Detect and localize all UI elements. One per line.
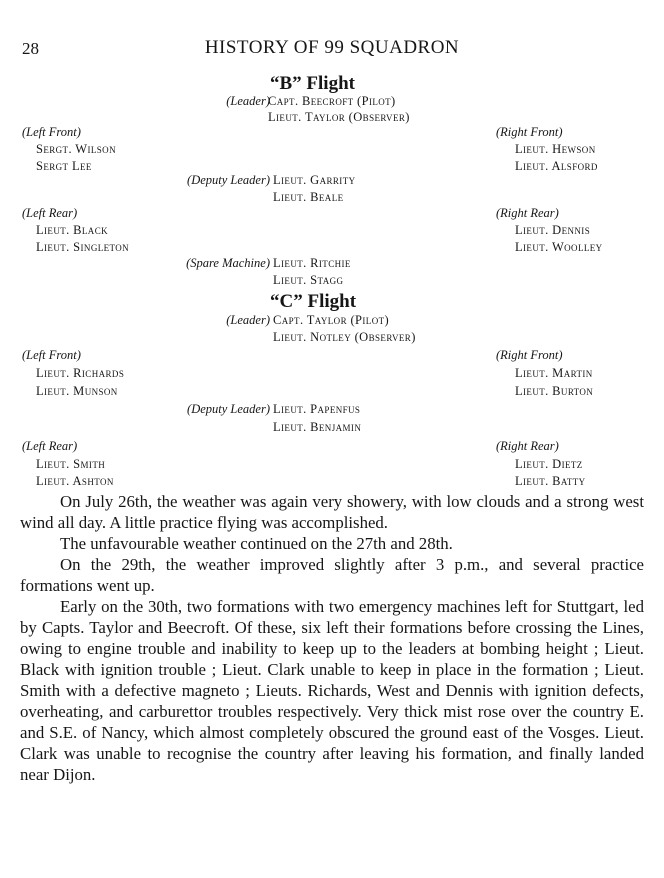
c-left-front-2: Lieut. Munson	[36, 384, 118, 398]
paragraph-30th: Early on the 30th, two formations with two emergency machines left for Stuttgart, led by Capts. Taylor and Beecroft. Of these, six left their formations before crossing the Lines, owing to engine trouble and inability to keep up to the leaders at bombing height ; Lieut. Black with ignition trouble ; Lieut. Clark unable to keep in place in the formation ; Lieut. Smith with a defective magneto ; Lieuts. Richards, West and Dennis with ignition defects, overheating, and carburettor troubles respectively. Very thick mist rose over the country E. and S.E. of Nancy, which almost completely obscured the ground east of the Vosges. Lieut. Clark was unable to recognise the country after leaving his formation, and finally landed near Dijon.	[20, 597, 644, 784]
c-right-rear-1: Lieut. Dietz	[515, 457, 583, 471]
c-deputy-role: (Deputy Leader)	[187, 402, 270, 416]
c-left-rear-2: Lieut. Ashton	[36, 474, 114, 488]
b-left-rear-label: (Left Rear)	[22, 206, 78, 220]
paragraph-27th-28th: The unfavourable weather continued on the 27th and 28th.	[60, 534, 453, 553]
c-deputy-2: Lieut. Benjamin	[273, 420, 362, 434]
b-left-front-label: (Left Front)	[22, 125, 81, 139]
b-left-front-2: Sergt Lee	[36, 159, 92, 173]
paragraph-july-26: On July 26th, the weather was again very showery, with low clouds and a strong west wind all day. A little practice flying was accomplished.	[20, 492, 644, 532]
paragraph-29th: On the 29th, the weather improved slightly after 3 p.m., and several practice formations went up.	[20, 555, 644, 595]
c-flight-title: “C” Flight	[270, 291, 357, 312]
b-spare-role: (Spare Machine)	[186, 256, 270, 270]
c-right-front-label: (Right Front)	[496, 348, 563, 362]
body-text	[20, 491, 644, 785]
b-right-front-label: (Right Front)	[496, 125, 563, 139]
page-number: 28	[22, 39, 39, 58]
c-observer: Lieut. Notley (Observer)	[273, 330, 416, 344]
b-right-front-1: Lieut. Hewson	[515, 142, 596, 156]
c-left-rear-1: Lieut. Smith	[36, 457, 106, 471]
c-left-front-1: Lieut. Richards	[36, 366, 125, 380]
b-spare-2: Lieut. Stagg	[273, 273, 344, 287]
running-title: HISTORY OF 99 SQUADRON	[204, 37, 460, 58]
c-right-front-2: Lieut. Burton	[515, 384, 594, 398]
b-leader-name: Capt. Beecroft (Pilot)	[268, 94, 396, 108]
c-right-rear-2: Lieut. Batty	[515, 474, 586, 488]
b-observer: Lieut. Taylor (Observer)	[268, 110, 410, 124]
b-left-rear-1: Lieut. Black	[36, 223, 109, 237]
c-right-front-1: Lieut. Martin	[515, 366, 593, 380]
b-right-rear-2: Lieut. Woolley	[515, 240, 603, 254]
b-right-rear-1: Lieut. Dennis	[515, 223, 591, 237]
c-leader-name: Capt. Taylor (Pilot)	[273, 313, 390, 327]
b-flight-title: “B” Flight	[270, 73, 355, 94]
c-left-front-label: (Left Front)	[22, 348, 81, 362]
b-deputy-role: (Deputy Leader)	[187, 173, 270, 187]
b-spare-1: Lieut. Ritchie	[273, 256, 351, 270]
b-left-rear-2: Lieut. Singleton	[36, 240, 130, 254]
b-leader-role: (Leader)	[226, 94, 270, 108]
b-right-front-2: Lieut. Alsford	[515, 159, 598, 173]
b-deputy-2: Lieut. Beale	[273, 190, 344, 204]
c-leader-role: (Leader)	[226, 313, 270, 327]
c-left-rear-label: (Left Rear)	[22, 439, 78, 453]
c-right-rear-label: (Right Rear)	[496, 439, 559, 453]
c-deputy-1: Lieut. Papenfus	[273, 402, 361, 416]
b-right-rear-label: (Right Rear)	[496, 206, 559, 220]
b-left-front-1: Sergt. Wilson	[36, 142, 116, 156]
b-deputy-1: Lieut. Garrity	[273, 173, 356, 187]
